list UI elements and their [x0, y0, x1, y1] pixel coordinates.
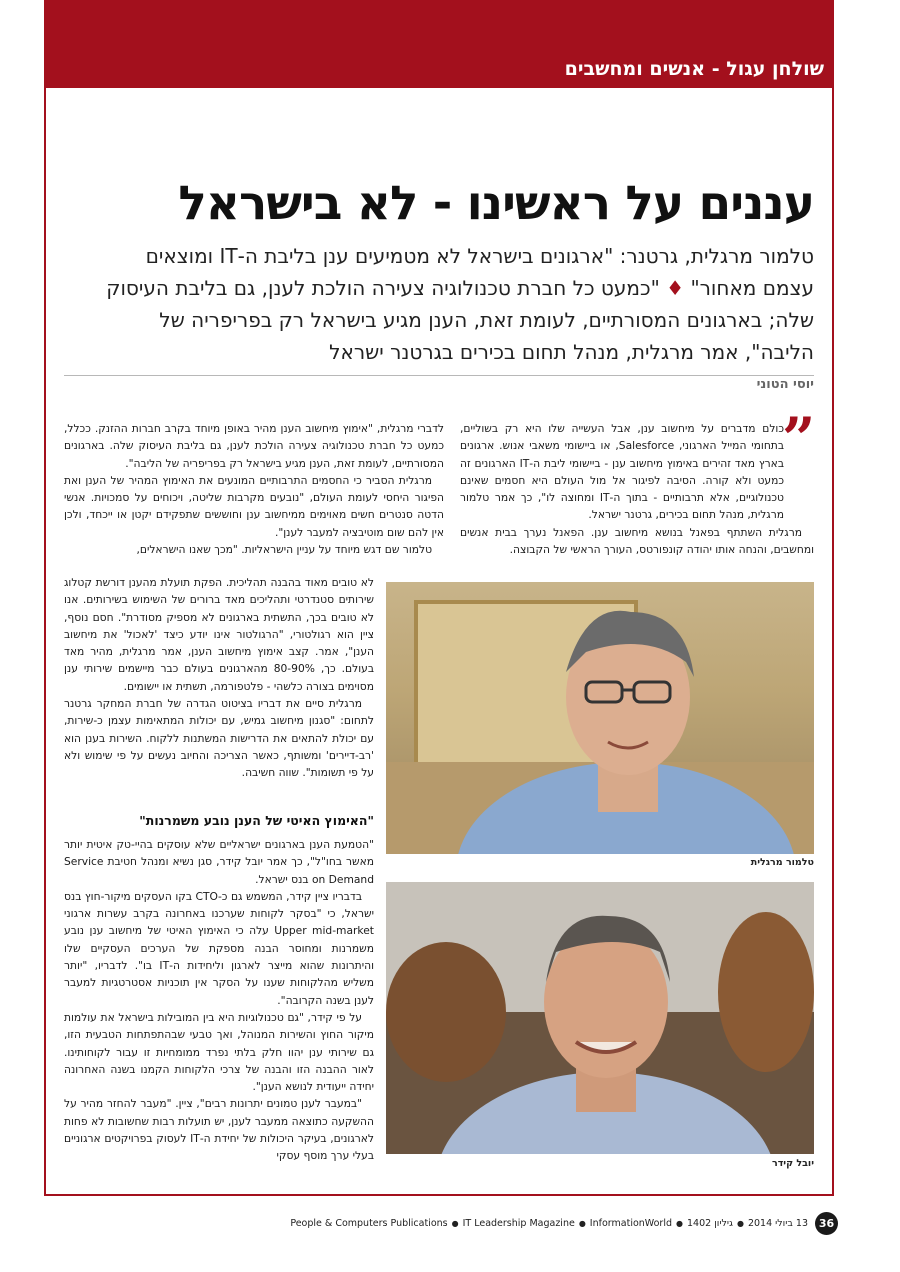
section-label: שולחן עגול - אנשים ומחשבים	[564, 58, 824, 80]
paragraph: "במעבר לענן טמונים יתרונות רבים", ציין. "מעבר להחזר מהיר על ההשקעה כתוצאה ממעבר לענן, יש תועלות רבות שחשובות לא פחות לארגונים, בעיקר היכולות של יחידת ה-IT לעסוק בפרויקטים ארגוניים בעלי ערך מוסף עסקי	[64, 1097, 374, 1163]
paragraph: "הטמעת הענן בארגונים ישראליים שלא עוסקים בהיי-טק איטית יותר מאשר בחו"ל", כך אמר יובל קידר, סגן נשיא ומנהל חטיבת Service on Demand בנס ישראל.	[64, 838, 374, 886]
paragraph: על פי קידר, "גם טכנולוגיות היא בין המובילות בישראל את עולמות מיקור החוץ והשירות המנוהל, ואך טבעי שבהתפתחות הטבעית הזו, גם שירותי ענן יהוו חלק בלתי נפרד ממומחיות זו עבור לקוחותינו. לאור ההבנה הזו והבנה של צרכי הלקוחות הקמנו בשנה האחרונה יחידה ייעודית לנושא הענן".	[64, 1010, 374, 1094]
column-left-top	[64, 420, 444, 558]
photo-caption: טלמור מרגלית	[750, 857, 814, 868]
subhead	[106, 240, 814, 368]
photo-caption: יובל קידר	[771, 1158, 814, 1169]
bullet-icon: ●	[736, 1219, 744, 1228]
paragraph: מרגלית סיים את דבריו בציטוט הגדרה של חברת המחקר גרטנר לתחום: "סגנון מיחשוב גמיש, עם יכולות המתאימות עצמן כ-שירות, עם יכולת להתאים את הדרישות המשתנות ללקוח. השירות בענן הוא 'רב-דיירים' ומשותף, כאשר הצריכה והחיוב נעשים על פי שימוש ולא על פי תשומות". שווה חשיבה.	[64, 697, 374, 780]
headline: עננים על ראשינו - לא בישראל	[178, 176, 814, 231]
bullet-icon: ●	[578, 1219, 586, 1228]
column-left-mid	[64, 574, 374, 782]
footer-brand: InformationWorld	[589, 1218, 673, 1229]
quote-mark-icon: ”	[782, 405, 816, 473]
page-number: 36	[815, 1212, 838, 1235]
footer	[290, 1218, 808, 1229]
paragraph: מרגלית השתתף בפאנל בנושא מיחשוב ענן. הפאנל נערך בבית אנשים ומחשבים, והנחה אותו יהודה קונפורטס, העורך הראשי של הקבוצה.	[460, 525, 814, 557]
bullet-icon: ●	[451, 1219, 459, 1228]
paragraph: לדברי מרגלית, "אימוץ מיחשוב הענן מהיר באופן מיוחד בקרב חברות ההזנק. ככלל, כמעט כל חברת טכנולוגיה צעירה הולכת לענן, גם בליבת העיסוק שלה. בארגונים המסורתיים, לעומת זאת, הענן מגיע בישראל רק בפריפריה של הליבה".	[64, 422, 444, 470]
subhead-part2: "כמעט כל חברת טכנולוגיה צעירה הולכת לענן, גם בליבת העיסוק שלה; בארגונים המסורתיים, לעומת זאת, הענן מגיע בישראל רק בפריפריה של הליבה", אמר מרגלית, מנהל תחום בכירים בגרטנר ישראל	[106, 276, 814, 364]
footer-magazine: IT Leadership Magazine	[462, 1218, 575, 1229]
paragraph: כולם מדברים על מיחשוב ענן, אבל העשייה שלו היא רק בשוליים, בתחומי המייל הארגוני, Salesforce, או ביישומי משאבי אנוש. ארגונים בארץ מאד זהירים באימוץ מיחשוב ענן - ביישומי ליבת ה-IT הארגונים זה כמעט ולא קורה. הסיבה לפיגור אל מול העולם היא חסמים שאינם טכנולוגיים, אלא תרבותיים - בתוך ה-IT ומחוצה לו", כך אמר טלמור מרגלית, מנהל תחום בכירים, גרטנר ישראל.	[460, 422, 784, 522]
column-right	[460, 420, 814, 558]
footer-publisher: People & Computers Publications	[290, 1218, 448, 1229]
paragraph: מרגלית הסביר כי החסמים התרבותיים המונעים את האימוץ המהיר של הענן ואת הפיגור היחסי לעומת העולם, "נובעים מקרבות שליטה, ויכוחים על סמכויות. אנשי הדטה סנטרים חשים מאוימים ממיחשוב ענן וחוששים שתפקידם יקטן או ייכחד, ולכן אין להם שום מוטיבציה למעבר לענן".	[64, 473, 444, 539]
byline: יוסי הטוני	[756, 377, 814, 392]
column-left-bottom	[64, 836, 374, 1165]
portrait-illustration	[386, 882, 814, 1154]
footer-issue: גיליון 1402	[687, 1218, 733, 1229]
bullet-icon: ●	[676, 1219, 683, 1228]
paragraph: בדבריו ציין קידר, המשמש גם כ-CTO בקו העסקים מיקור-חוץ בנס ישראל, כי "בסקר לקוחות שערכנו באחרונה בקרב עשרות ארגוני Upper mid-market עלה כי האימוץ האיטי של מיחשוב ענן נובע משמרנות ומחוסר הבנה מספקת של הערכים העסקיים שלו והיתרונות שהוא מייצר לארגון וליחידות ה-IT בו". לדבריו, "יותר משליש מהלקוחות שענו על הסקר אין תוכניות אסטרטגיות למעבר לענן בשנה הקרובה".	[64, 889, 374, 1007]
photo-talmor-margalit	[386, 582, 814, 854]
photo-yuval-kedar	[386, 882, 814, 1154]
paragraph: טלמור שם דגש מיוחד על עניין הישראליות. "מכך שאנו הישראלים,	[136, 543, 432, 557]
paragraph: לא טובים מאוד בהבנה תהליכית. הפקת תועלת מהענן דורשת קטלוג שירותים סטנדרטי ותהליכים מאד ברורים של השימוש בשירותים. אנו לא טובים בכך, התשתית בארגונים לא מספיק מסודרת". חסם נוסף, ציין הוא רגולטורי, "הרגולטור אינו יודע כיצד 'לאכול' את מיחשוב הענן", אמר. קצב אימוץ מיחשוב הענן, אמר מרגלית, מהיר מאד בעולם. כך, 80-90% מהארגונים בעולם כבר מיישמים שירותי ענן מסוימים בצורה כלשהי - פלטפורמה, תשתית או יישומים.	[64, 576, 374, 693]
section-subtitle: "האימוץ האיטי של הענן נובע משמרנות"	[139, 813, 374, 828]
diamond-icon: ♦	[666, 276, 685, 300]
portrait-illustration	[386, 582, 814, 854]
footer-date: 13 ביולי 2014	[747, 1218, 808, 1229]
divider	[64, 375, 814, 376]
subhead-part1: טלמור מרגלית, גרטנר: "ארגונים בישראל לא מטמיעים ענן בליבת ה-IT ומוצאים עצמם מאחור"	[145, 244, 814, 300]
